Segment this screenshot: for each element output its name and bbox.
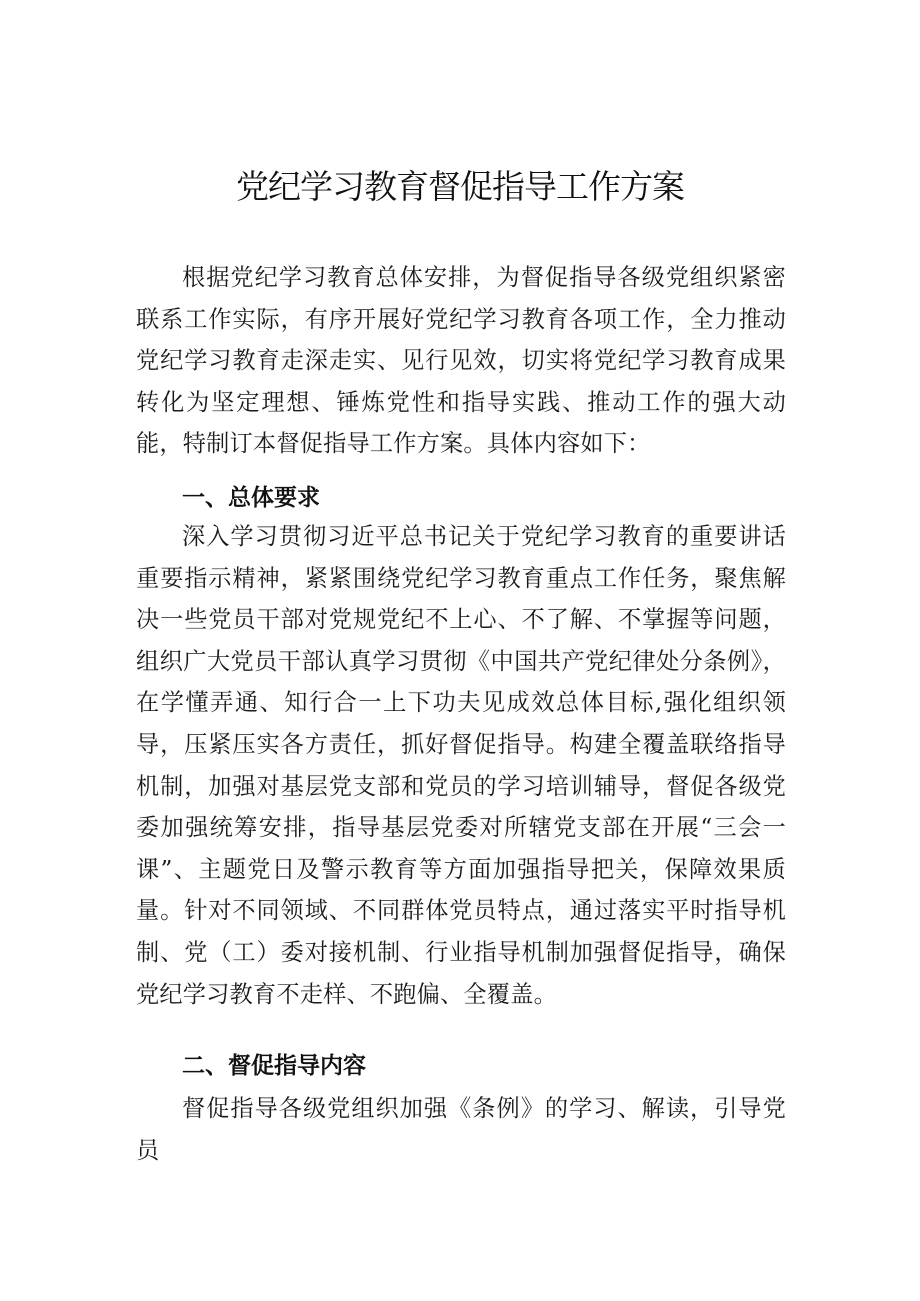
document-title: 党纪学习教育督促指导工作方案 (236, 167, 684, 206)
intro-paragraph: 根据党纪学习教育总体安排，为督促指导各级党组织紧密联系工作实际，有序开展好党纪学习教育各项工作，全力推动党纪学习教育走深走实、见行见效，切实将党纪学习教育成果转化为坚定理想、锤炼党性和指导实践、推动工作的强大动能，特制订本督促指导工作方案。具体内容如下： (136, 264, 786, 458)
section-heading-guidance-content: 二、督促指导内容 (182, 1053, 366, 1079)
section-heading-general-requirements: 一、总体要求 (182, 485, 320, 511)
general-requirements-paragraph: 深入学习贯彻习近平总书记关于党纪学习教育的重要讲话重要指示精神，紧紧围绕党纪学习教育重点工作任务，聚焦解决一些党员干部对党规党纪不上心、不了解、不掌握等问题，组织广大党员干部认真学习贯彻《中国共产党纪律处分条例》，在学懂弄通、知行合一上下功夫见成效总体目标,强化组织领导，压紧压实各方责任，抓好督促指导。构建全覆盖联络指导机制，加强对基层党支部和党员的学习培训辅导，督促各级党委加强统筹安排，指导基层党委对所辖党支部在开展“三会一课”、主题党日及警示教育等方面加强指导把关，保障效果质量。针对不同领域、不同群体党员特点，通过落实平时指导机制、党（工）委对接机制、行业指导机制加强督促指导，确保党纪学习教育不走样、不跑偏、全覆盖。 (136, 523, 786, 1008)
guidance-content-paragraph: 督促指导各级党组织加强《条例》的学习、解读，引导党员 (136, 1095, 786, 1164)
